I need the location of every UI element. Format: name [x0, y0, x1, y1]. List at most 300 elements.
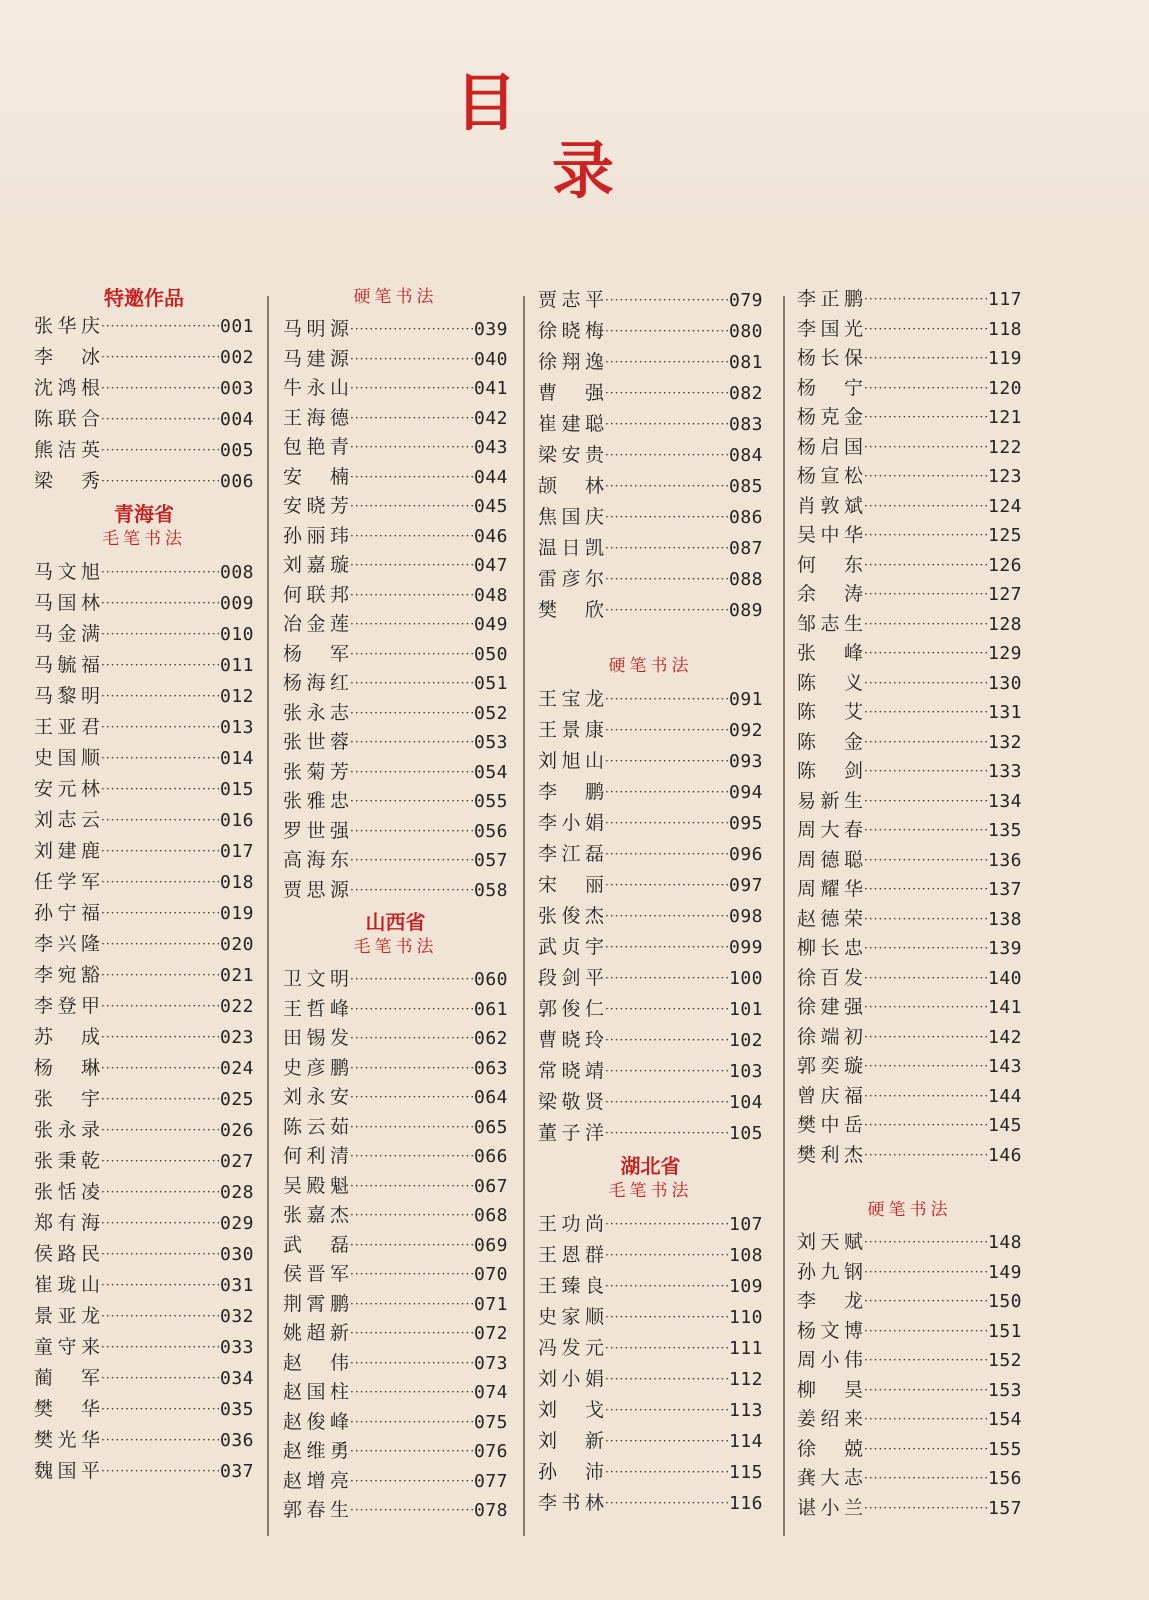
toc-entry	[283, 876, 508, 906]
entry-page-number: 080	[728, 321, 763, 342]
entry-name: 徐 兢	[797, 1437, 863, 1460]
entry-name: 杨 军	[283, 642, 349, 665]
leader-dots	[605, 808, 728, 839]
entry-name: 卫文明	[283, 968, 349, 990]
leader-dots	[605, 564, 728, 595]
toc-entry	[797, 1376, 1022, 1406]
entry-name: 徐百发	[797, 966, 863, 989]
leader-dots	[101, 1115, 219, 1146]
leader-dots	[350, 492, 473, 522]
entry-name: 张 宇	[34, 1088, 100, 1110]
toc-entry	[283, 1260, 508, 1290]
leader-dots	[605, 1087, 728, 1118]
entry-name: 段剑平	[538, 967, 604, 989]
leader-dots	[101, 960, 219, 991]
leader-dots	[864, 1111, 987, 1141]
entry-name: 马明源	[283, 318, 349, 340]
entry-page-number: 076	[473, 1441, 508, 1462]
entry-page-number: 079	[728, 290, 763, 311]
toc-entry	[283, 699, 508, 729]
leader-dots	[864, 1346, 987, 1376]
leader-dots	[101, 836, 219, 867]
entry-name: 王亚君	[34, 716, 100, 738]
toc-entry	[283, 433, 508, 463]
toc-column-2	[283, 285, 508, 1545]
entry-name: 赵俊峰	[283, 1410, 349, 1433]
entry-page-number: 026	[219, 1120, 254, 1141]
entry-page-number: 042	[473, 407, 508, 429]
toc-entry	[283, 846, 508, 876]
leader-dots	[350, 374, 473, 404]
toc-entry	[283, 345, 508, 375]
entry-page-number: 083	[728, 414, 763, 435]
toc-entry	[797, 875, 1022, 905]
section-subheading: 毛笔书法	[353, 937, 438, 957]
entry-page-number: 134	[987, 790, 1022, 812]
column-divider	[523, 296, 525, 1536]
entry-name: 陈 剑	[797, 760, 863, 782]
entry-name: 柳 昊	[797, 1378, 863, 1401]
leader-dots	[864, 1435, 987, 1465]
leader-dots	[864, 610, 987, 640]
entry-page-number: 057	[473, 850, 508, 871]
leader-dots	[101, 1332, 219, 1363]
leader-dots	[864, 639, 987, 669]
toc-entry	[34, 836, 254, 867]
toc-entry	[283, 1201, 508, 1231]
leader-dots	[864, 846, 987, 876]
toc-entry	[34, 619, 254, 650]
section-subheading: 硬笔书法	[867, 1200, 952, 1220]
toc-entry	[283, 551, 508, 581]
toc-entry	[797, 580, 1022, 610]
entry-name: 曾庆福	[797, 1084, 863, 1107]
section-heading: 湖北省	[620, 1154, 681, 1178]
entry-name: 李小娟	[538, 812, 604, 834]
title-char-1: 目	[455, 66, 518, 139]
entry-name: 荆霄鹏	[283, 1292, 349, 1315]
entry-page-number: 075	[473, 1411, 508, 1433]
entry-name: 孙宁福	[34, 902, 100, 924]
entry-name: 李兴隆	[34, 933, 100, 955]
toc-entry	[34, 404, 254, 435]
leader-dots	[101, 404, 219, 435]
leader-dots	[864, 1141, 987, 1171]
entry-page-number: 130	[987, 672, 1022, 694]
toc-entry	[797, 993, 1022, 1023]
leader-dots	[605, 839, 728, 870]
entry-name: 何利清	[283, 1145, 349, 1167]
toc-entry	[538, 1240, 763, 1271]
entry-name: 徐翔逸	[538, 351, 604, 373]
entry-name: 邹志生	[797, 612, 863, 635]
entry-name: 陈 艾	[797, 701, 863, 723]
toc-entry	[34, 557, 254, 588]
entry-name: 刘永安	[283, 1086, 349, 1108]
toc-entry	[797, 374, 1022, 404]
leader-dots	[605, 1271, 728, 1302]
leader-dots	[101, 650, 219, 681]
section-subheading: 毛笔书法	[608, 1181, 693, 1201]
entry-name: 侯路民	[34, 1243, 100, 1265]
leader-dots	[350, 817, 473, 847]
entry-page-number: 019	[219, 903, 254, 924]
toc-entry	[283, 1113, 508, 1143]
leader-dots	[350, 551, 473, 581]
toc-entry	[538, 746, 763, 777]
toc-entry	[538, 378, 763, 409]
leader-dots	[101, 1456, 219, 1487]
entry-page-number: 048	[473, 584, 508, 606]
leader-dots	[101, 867, 219, 898]
toc-entry	[538, 347, 763, 378]
toc-entry	[538, 932, 763, 963]
toc-entry	[34, 898, 254, 929]
entry-page-number: 126	[987, 554, 1022, 576]
entry-page-number: 012	[219, 686, 254, 707]
toc-entry	[797, 1052, 1022, 1082]
entry-name: 马毓福	[34, 654, 100, 676]
leader-dots	[101, 712, 219, 743]
entry-name: 刘嘉璇	[283, 554, 349, 576]
entry-name: 马建源	[283, 347, 349, 370]
leader-dots	[864, 1228, 987, 1258]
entry-page-number: 153	[987, 1379, 1022, 1401]
entry-name: 张菊芳	[283, 760, 349, 783]
entry-page-number: 099	[728, 937, 763, 958]
toc-entry	[283, 965, 508, 995]
leader-dots	[350, 965, 473, 995]
leader-dots	[864, 344, 987, 374]
toc-entry	[538, 1364, 763, 1395]
leader-dots	[605, 963, 728, 994]
entry-name: 赵国柱	[283, 1381, 349, 1403]
entry-name: 徐建强	[797, 996, 863, 1018]
toc-entry	[538, 1087, 763, 1118]
toc-entry	[34, 960, 254, 991]
toc-entry	[283, 787, 508, 817]
entry-page-number: 074	[473, 1382, 508, 1403]
page-title	[0, 0, 1149, 215]
leader-dots	[350, 1319, 473, 1349]
entry-name: 梁敬贤	[538, 1091, 604, 1113]
leader-dots	[101, 435, 219, 466]
entry-page-number: 094	[728, 782, 763, 803]
toc-entry	[34, 373, 254, 404]
leader-dots	[605, 316, 728, 347]
leader-dots	[350, 433, 473, 463]
entry-page-number: 037	[219, 1461, 254, 1482]
entry-page-number: 120	[987, 377, 1022, 399]
entry-page-number: 072	[473, 1323, 508, 1344]
leader-dots	[350, 581, 473, 611]
entry-page-number: 116	[728, 1493, 763, 1514]
toc-entry	[34, 1394, 254, 1425]
entry-name: 王海德	[283, 406, 349, 429]
entry-page-number: 009	[219, 593, 254, 614]
leader-dots	[350, 995, 473, 1025]
entry-page-number: 095	[728, 813, 763, 834]
entry-name: 吴中华	[797, 524, 863, 546]
entry-name: 李书林	[538, 1492, 604, 1514]
toc-entry	[283, 1024, 508, 1054]
entry-page-number: 104	[728, 1092, 763, 1113]
entry-page-number: 132	[987, 731, 1022, 753]
entry-name: 田锡发	[283, 1027, 349, 1049]
leader-dots	[605, 347, 728, 378]
entry-name: 姜绍来	[797, 1408, 863, 1430]
entry-name: 马文旭	[34, 561, 100, 583]
entry-name: 景亚龙	[34, 1305, 100, 1327]
leader-dots	[605, 994, 728, 1025]
entry-name: 何联邦	[283, 583, 349, 606]
entry-name: 沈鸿根	[34, 377, 100, 399]
entry-name: 杨文博	[797, 1319, 863, 1342]
leader-dots	[864, 1405, 987, 1435]
entry-name: 颉 林	[538, 475, 604, 497]
leader-dots	[350, 846, 473, 876]
entry-name: 贾思源	[283, 878, 349, 901]
entry-page-number: 110	[728, 1307, 763, 1328]
entry-name: 李正鹏	[797, 288, 863, 310]
leader-dots	[605, 1209, 728, 1240]
toc-entry	[283, 404, 508, 434]
toc-entry	[34, 1332, 254, 1363]
toc-entry	[538, 777, 763, 808]
entry-name: 董子洋	[538, 1122, 604, 1144]
toc-entry	[34, 929, 254, 960]
leader-dots	[101, 1301, 219, 1332]
entry-name: 任学军	[34, 871, 100, 893]
toc-entry	[797, 1464, 1022, 1494]
entry-name: 张永录	[34, 1119, 100, 1141]
leader-dots	[350, 1378, 473, 1408]
toc-entry	[538, 285, 763, 316]
entry-name: 李 龙	[797, 1290, 863, 1312]
leader-dots	[101, 681, 219, 712]
entry-page-number: 058	[473, 879, 508, 901]
leader-dots	[605, 378, 728, 409]
leader-dots	[605, 901, 728, 932]
leader-dots	[101, 1394, 219, 1425]
entry-page-number: 118	[987, 318, 1022, 340]
leader-dots	[605, 1240, 728, 1271]
leader-dots	[605, 870, 728, 901]
toc-entry	[797, 1435, 1022, 1465]
entry-page-number: 035	[219, 1399, 254, 1420]
leader-dots	[864, 875, 987, 905]
entry-name: 史国顺	[34, 747, 100, 769]
leader-dots	[101, 466, 219, 497]
column-divider	[267, 296, 269, 1536]
entry-page-number: 056	[473, 820, 508, 842]
entry-page-number: 066	[473, 1146, 508, 1167]
entry-page-number: 119	[987, 348, 1022, 369]
leader-dots	[864, 551, 987, 581]
leader-dots	[864, 757, 987, 787]
entry-page-number: 115	[728, 1462, 763, 1483]
entry-name: 余 涛	[797, 583, 863, 605]
leader-dots	[864, 521, 987, 551]
entry-page-number: 145	[987, 1115, 1022, 1136]
toc-entry	[34, 1208, 254, 1239]
entry-name: 陈 义	[797, 671, 863, 694]
toc-entry	[34, 1022, 254, 1053]
leader-dots	[101, 898, 219, 929]
entry-page-number: 133	[987, 761, 1022, 782]
entry-page-number: 064	[473, 1087, 508, 1108]
entry-name: 陈联合	[34, 408, 100, 430]
entry-page-number: 148	[987, 1232, 1022, 1253]
toc-entry	[34, 991, 254, 1022]
entry-name: 张华庆	[34, 315, 100, 337]
leader-dots	[101, 588, 219, 619]
toc-entry	[538, 533, 763, 564]
leader-dots	[864, 1258, 987, 1288]
leader-dots	[350, 1349, 473, 1379]
leader-dots	[864, 905, 987, 935]
toc-column-3	[538, 285, 763, 1545]
entry-page-number: 077	[473, 1470, 508, 1492]
entry-page-number: 093	[728, 751, 763, 772]
toc-entry	[283, 610, 508, 640]
entry-page-number: 024	[219, 1058, 254, 1079]
entry-name: 安晓芳	[283, 495, 349, 517]
entry-page-number: 032	[219, 1306, 254, 1327]
leader-dots	[605, 1395, 728, 1426]
entry-page-number: 006	[219, 471, 254, 492]
leader-dots	[864, 1376, 987, 1406]
entry-page-number: 049	[473, 614, 508, 635]
entry-page-number: 041	[473, 378, 508, 399]
toc-entry	[34, 743, 254, 774]
entry-name: 马国林	[34, 592, 100, 614]
leader-dots	[101, 1363, 219, 1394]
leader-dots	[350, 669, 473, 699]
leader-dots	[101, 342, 219, 373]
leader-dots	[101, 311, 219, 342]
toc-entry	[797, 669, 1022, 699]
toc-entry	[34, 1425, 254, 1456]
leader-dots	[864, 285, 987, 315]
leader-dots	[350, 758, 473, 788]
entry-page-number: 016	[219, 810, 254, 831]
leader-dots	[605, 471, 728, 502]
toc-entry	[538, 808, 763, 839]
toc-entry	[34, 1270, 254, 1301]
entry-page-number: 040	[473, 348, 508, 370]
entry-page-number: 088	[728, 569, 763, 590]
leader-dots	[350, 404, 473, 434]
toc-entry	[797, 934, 1022, 964]
entry-name: 李国光	[797, 317, 863, 340]
toc-entry	[538, 1025, 763, 1056]
leader-dots	[864, 1464, 987, 1494]
entry-name: 杨 琳	[34, 1057, 100, 1079]
leader-dots	[864, 492, 987, 522]
toc-entry	[797, 1141, 1022, 1171]
toc-entry	[538, 1395, 763, 1426]
leader-dots	[101, 1270, 219, 1301]
toc-entry	[34, 311, 254, 342]
leader-dots	[101, 743, 219, 774]
entry-page-number: 046	[473, 525, 508, 547]
entry-page-number: 089	[728, 600, 763, 621]
leader-dots	[101, 1239, 219, 1270]
toc-entry	[797, 698, 1022, 728]
toc-entry	[797, 1023, 1022, 1053]
toc-entry	[538, 1426, 763, 1457]
toc-entry	[283, 1319, 508, 1349]
toc-section	[538, 1153, 763, 1519]
toc-column-1	[34, 285, 254, 1545]
toc-entry	[538, 963, 763, 994]
section-subheading: 毛笔书法	[102, 529, 186, 549]
toc-entry	[538, 1209, 763, 1240]
leader-dots	[605, 595, 728, 626]
entry-page-number: 068	[473, 1205, 508, 1226]
entry-page-number: 073	[473, 1352, 508, 1374]
toc-entry	[283, 1054, 508, 1084]
toc-column-4	[797, 285, 1022, 1545]
leader-dots	[605, 1426, 728, 1457]
toc-entry	[34, 588, 254, 619]
entry-page-number: 150	[987, 1291, 1022, 1312]
entry-page-number: 018	[219, 872, 254, 893]
toc-entry	[283, 995, 508, 1025]
entry-page-number: 103	[728, 1061, 763, 1082]
entry-name: 姚超新	[283, 1322, 349, 1344]
leader-dots	[350, 463, 473, 493]
toc-entry	[283, 522, 508, 552]
leader-dots	[605, 1457, 728, 1488]
entry-page-number: 069	[473, 1234, 508, 1256]
toc-entry	[797, 787, 1022, 817]
entry-page-number: 155	[987, 1438, 1022, 1460]
entry-name: 肖敦斌	[797, 494, 863, 517]
leader-dots	[350, 610, 473, 640]
entry-page-number: 140	[987, 967, 1022, 989]
toc-entry	[538, 1302, 763, 1333]
entry-name: 刘 新	[538, 1430, 604, 1452]
entry-page-number: 137	[987, 879, 1022, 900]
entry-name: 宋 丽	[538, 874, 604, 896]
toc-entry	[797, 964, 1022, 994]
entry-name: 张恬凌	[34, 1181, 100, 1203]
entry-page-number: 121	[987, 407, 1022, 428]
entry-name: 赵增亮	[283, 1469, 349, 1492]
entry-name: 高海东	[283, 849, 349, 871]
toc-entry	[538, 1488, 763, 1519]
toc-section	[797, 285, 1022, 1170]
entry-name: 赵 伟	[283, 1351, 349, 1374]
entry-page-number: 063	[473, 1057, 508, 1079]
leader-dots	[101, 774, 219, 805]
toc-entry	[283, 1231, 508, 1261]
toc-entry	[283, 640, 508, 670]
entry-page-number: 112	[728, 1369, 763, 1390]
entry-page-number: 028	[219, 1182, 254, 1203]
toc-entry	[34, 1363, 254, 1394]
entry-page-number: 113	[728, 1400, 763, 1421]
leader-dots	[864, 1023, 987, 1053]
entry-name: 徐端初	[797, 1025, 863, 1048]
toc-entry	[34, 712, 254, 743]
toc-entry	[34, 1301, 254, 1332]
entry-page-number: 122	[987, 436, 1022, 458]
leader-dots	[864, 787, 987, 817]
toc-entry	[283, 1290, 508, 1320]
